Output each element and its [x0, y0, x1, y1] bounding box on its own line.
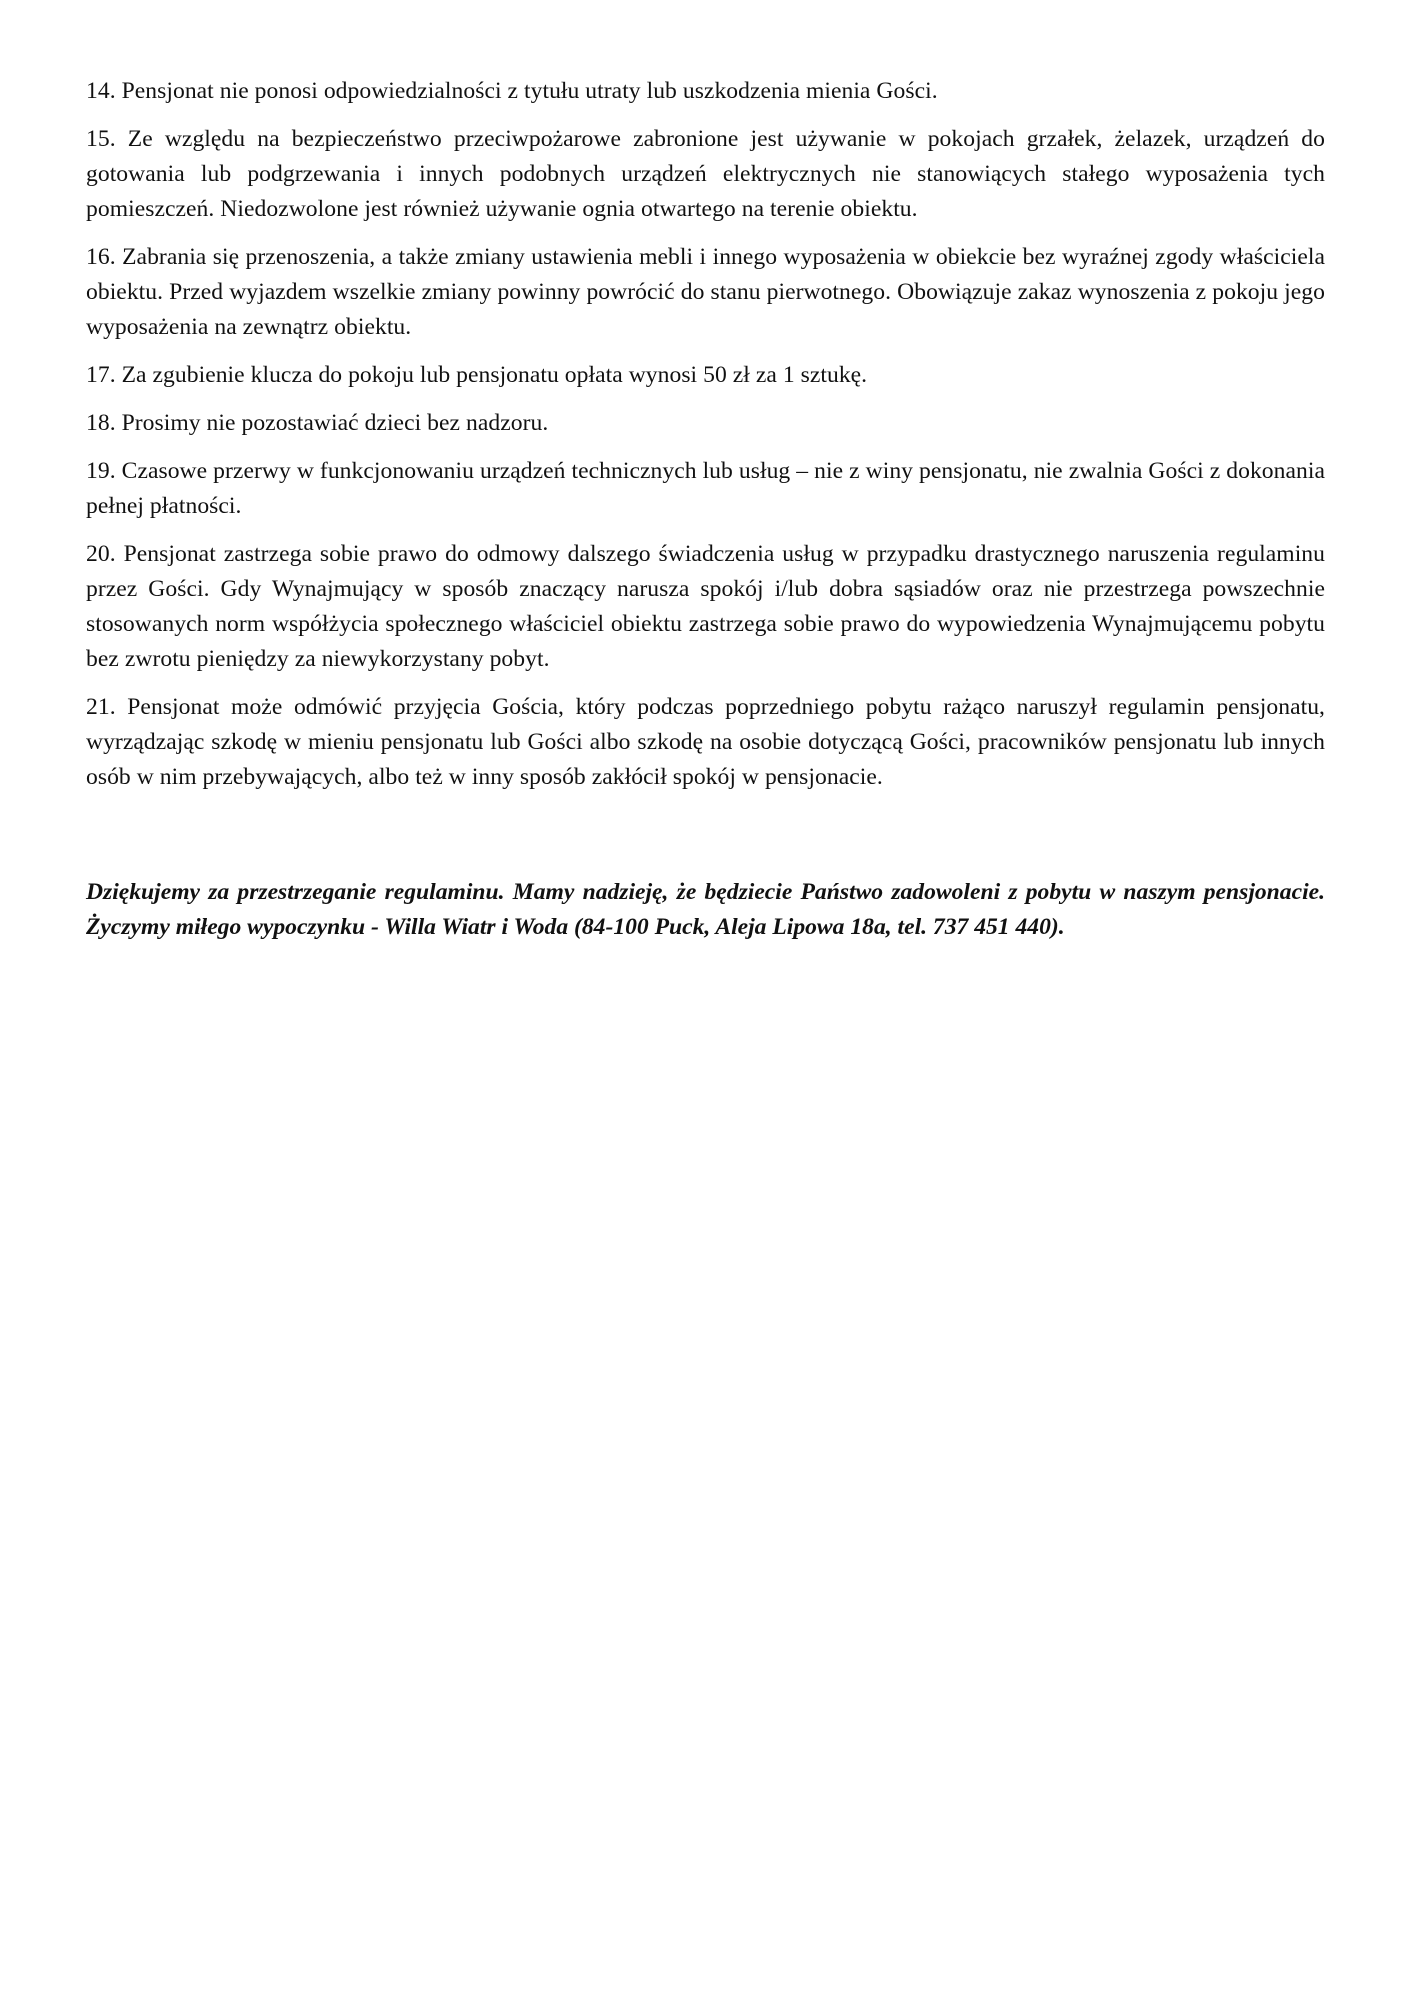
rule-21: 21. Pensjonat może odmówić przyjęcia Gościa, który podczas poprzedniego pobytu rażąco naruszył regulamin pensjonatu, wyrządzając szkodę w mieniu pensjonatu lub Gości albo szkodę na osobie dotyczącą Gości, pracowników pensjonatu lub innych osób w nim przebywających, albo też w inny sposób zakłócił spokój w pensjonacie. [86, 694, 1325, 790]
rule-15: 15. Ze względu na bezpieczeństwo przeciwpożarowe zabronione jest używanie w pokojach grzałek, żelazek, urządzeń do gotowania lub podgrzewania i innych podobnych urządzeń elektrycznych nie stanowiących stałego wyposażenia tych pomieszczeń. Niedozwolone jest również używanie ognia otwartego na terenie obiektu. [86, 126, 1325, 222]
rule-20: 20. Pensjonat zastrzega sobie prawo do odmowy dalszego świadczenia usług w przypadku drastycznego naruszenia regulaminu przez Gości. Gdy Wynajmujący w sposób znaczący narusza spokój i/lub dobra sąsiadów oraz nie przestrzega powszechnie stosowanych norm współżycia społecznego właściciel obiektu zastrzega sobie prawo do wypowiedzenia Wynajmującemu pobytu bez zwrotu pieniędzy za niewykorzystany pobyt. [86, 541, 1325, 672]
rule-14: 14. Pensjonat nie ponosi odpowiedzialności z tytułu utraty lub uszkodzenia mienia Gości. [86, 78, 938, 104]
rule-17: 17. Za zgubienie klucza do pokoju lub pensjonatu opłata wynosi 50 zł za 1 sztukę. [86, 362, 868, 388]
closing-note: Dziękujemy za przestrzeganie regulaminu. Mamy nadzieję, że będziecie Państwo zadowoleni z pobytu w naszym pensjonacie. Życzymy miłego wypoczynku - Willa Wiatr i Woda (84-100 Puck, Aleja Lipowa 18a, tel. 737 451 440). [86, 879, 1325, 940]
rule-18: 18. Prosimy nie pozostawiać dzieci bez nadzoru. [86, 410, 549, 436]
rule-16: 16. Zabrania się przenoszenia, a także zmiany ustawienia mebli i innego wyposażenia w obiekcie bez wyraźnej zgody właściciela obiektu. Przed wyjazdem wszelkie zmiany powinny powrócić do stanu pierwotnego. Obowiązuje zakaz wynoszenia z pokoju jego wyposażenia na zewnątrz obiektu. [86, 244, 1325, 340]
rule-19: 19. Czasowe przerwy w funkcjonowaniu urządzeń technicznych lub usług – nie z winy pensjonatu, nie zwalnia Gości z dokonania pełnej płatności. [86, 458, 1325, 519]
